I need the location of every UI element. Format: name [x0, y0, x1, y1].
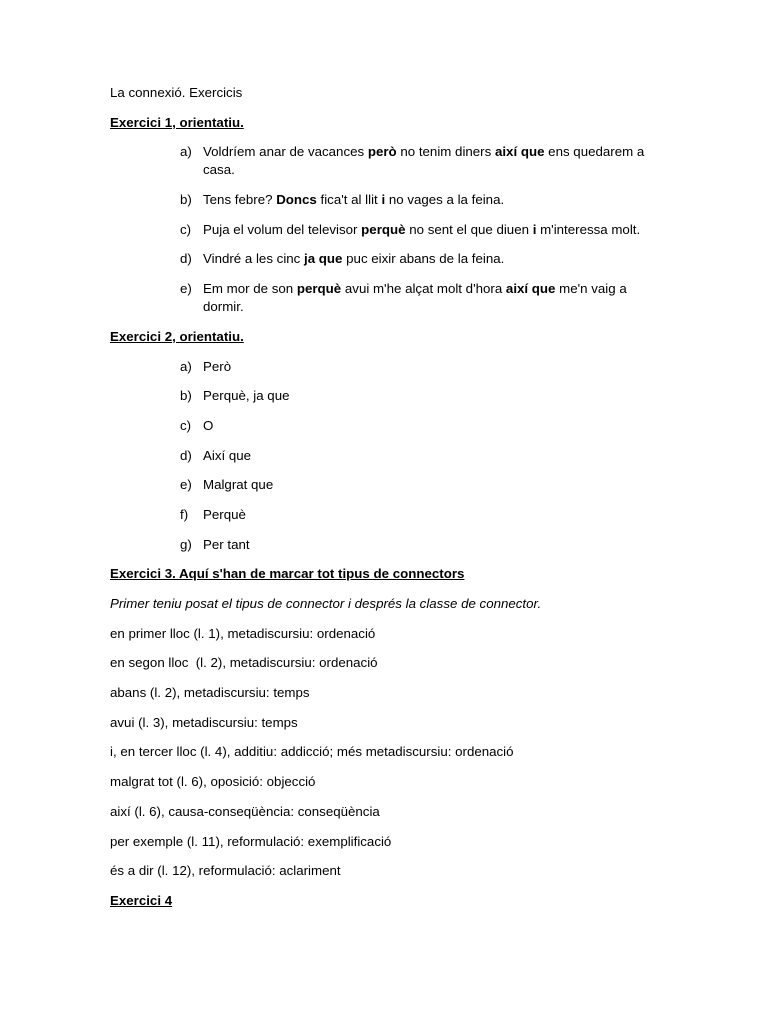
document-page	[110, 84, 670, 922]
list-marker: b)	[180, 388, 192, 404]
list-item	[110, 250, 670, 268]
exercise-2-list	[110, 358, 670, 554]
connector-bold: així que	[505, 281, 556, 297]
connector-line: abans (l. 2), metadiscursiu: temps	[110, 685, 310, 701]
list-item-text: Així que	[203, 447, 252, 463]
list-item-text: Malgrat que	[203, 477, 274, 493]
list-item	[110, 387, 670, 405]
list-item	[110, 536, 670, 554]
list-marker: c)	[180, 417, 192, 433]
list-marker: a)	[180, 358, 192, 374]
exercise-1-heading: Exercici 1, orientatiu.	[110, 114, 244, 130]
list-item-text: Per tant	[203, 536, 250, 552]
connector-bold: i	[381, 192, 386, 208]
connector-line: i, en tercer lloc (l. 4), additiu: addicció; més metadiscursiu: ordenació	[110, 744, 514, 760]
list-item	[110, 447, 670, 465]
connector-line: per exemple (l. 11), reformulació: exemplificació	[110, 833, 392, 849]
list-marker: d)	[180, 447, 192, 463]
connector-line: és a dir (l. 12), reformulació: aclariment	[110, 863, 341, 879]
list-item	[110, 506, 670, 524]
list-marker: f)	[180, 506, 189, 522]
list-item	[110, 358, 670, 376]
list-marker: b)	[180, 192, 192, 208]
list-item-text: Puja el volum del televisor perquè no sent el que diuen i m'interessa molt.	[203, 221, 641, 237]
connector-line: en segon lloc (l. 2), metadiscursiu: ordenació	[110, 655, 378, 671]
connector-bold: i	[532, 221, 537, 237]
connector-line: així (l. 6), causa-conseqüència: conseqüència	[110, 803, 380, 819]
list-item	[110, 143, 670, 179]
list-marker: d)	[180, 251, 192, 267]
list-marker: e)	[180, 281, 192, 297]
connector-bold: així que	[494, 144, 545, 160]
connector-line: avui (l. 3), metadiscursiu: temps	[110, 714, 298, 730]
list-item	[110, 280, 670, 316]
list-marker: e)	[180, 477, 192, 493]
list-item	[110, 417, 670, 435]
list-item-text: Però	[203, 358, 232, 374]
connector-bold: perquè	[361, 221, 406, 237]
list-item-text: Voldríem anar de vacances però no tenim diners així que ens quedarem a casa.	[203, 144, 645, 178]
list-marker: g)	[180, 536, 192, 552]
list-marker: c)	[180, 221, 192, 237]
connector-bold: ja que	[304, 251, 343, 267]
connector-bold: Doncs	[276, 192, 317, 208]
list-item	[110, 221, 670, 239]
connector-line: en primer lloc (l. 1), metadiscursiu: ordenació	[110, 625, 376, 641]
list-item-text: Perquè	[203, 506, 246, 522]
list-item	[110, 476, 670, 494]
list-item-text: Vindré a les cinc ja que puc eixir abans de la feina.	[203, 251, 505, 267]
list-marker: a)	[180, 144, 192, 160]
connector-bold: perquè	[296, 281, 342, 297]
exercise-3-note: Primer teniu posat el tipus de connector i després la classe de connector.	[110, 596, 542, 611]
list-item	[110, 191, 670, 209]
exercise-2-heading: Exercici 2, orientatiu.	[110, 328, 244, 344]
connector-bold: però	[367, 144, 397, 160]
list-item-text: Perquè, ja que	[203, 388, 290, 404]
list-item-text: O	[203, 417, 214, 433]
exercise-3-heading: Exercici 3. Aquí s'han de marcar tot tipus de connectors	[110, 566, 465, 582]
exercise-1-list	[110, 143, 670, 316]
connector-line: malgrat tot (l. 6), oposició: objecció	[110, 774, 316, 790]
list-item-text: Em mor de son perquè avui m'he alçat molt d'hora així que me'n vaig a dormir.	[203, 281, 627, 315]
list-item-text: Tens febre? Doncs fica't al llit i no vages a la feina.	[203, 192, 505, 208]
document-title: La connexió. Exercicis	[110, 85, 243, 100]
exercise-4-heading: Exercici 4	[110, 892, 173, 908]
